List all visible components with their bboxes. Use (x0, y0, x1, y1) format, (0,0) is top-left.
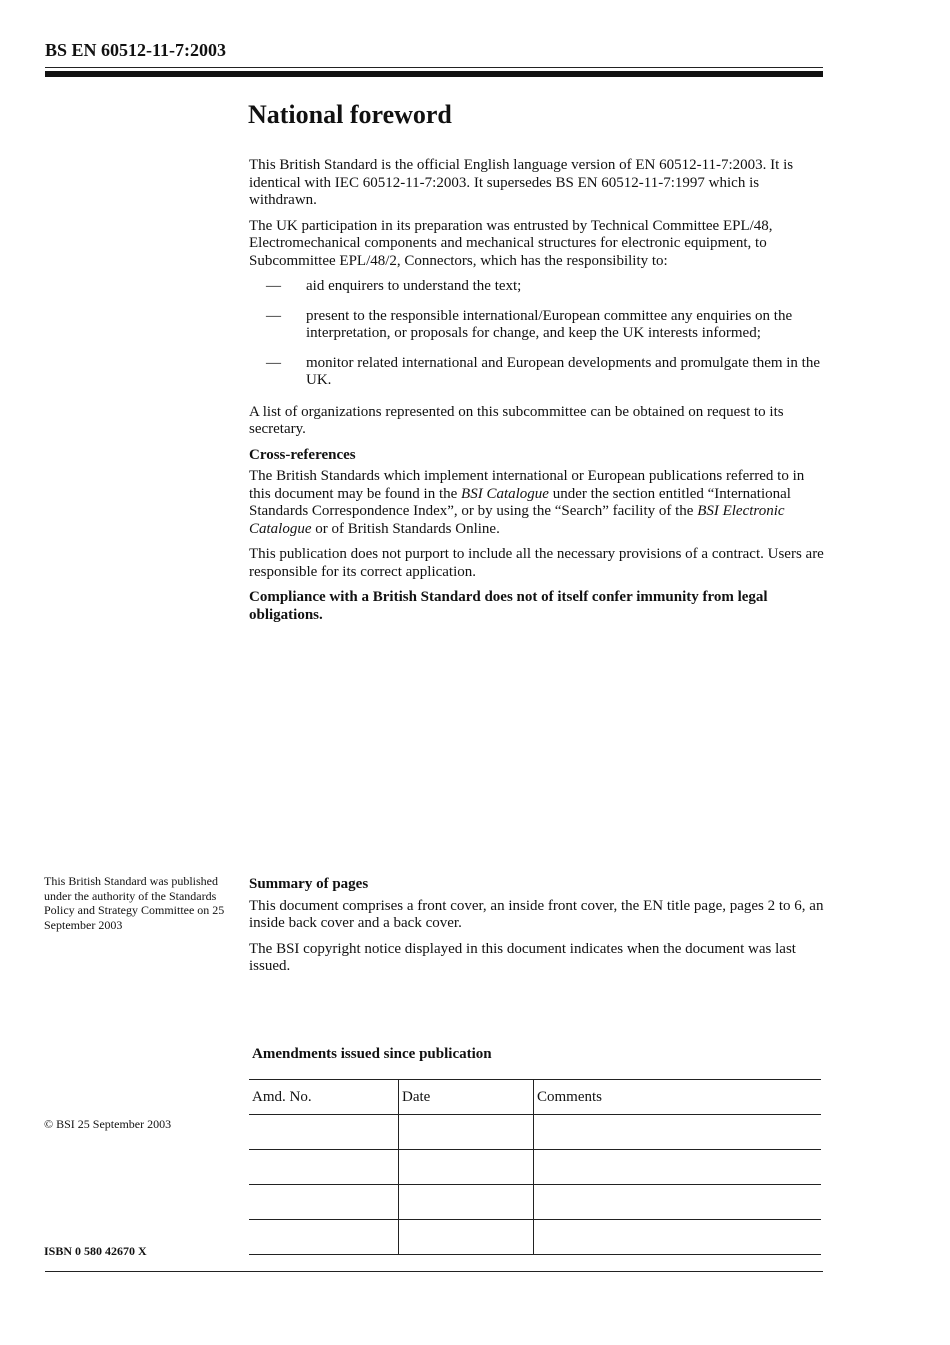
cross-ref-text-2: under the section entitled “International Standards Correspondence Index”, or by using the “Search” facility of the (249, 485, 791, 519)
cross-references-paragraph (249, 468, 824, 538)
provisions-paragraph: This publication does not purport to include all the necessary provisions of a contract. Users are responsible for its correct application. (249, 546, 824, 580)
foreword-body (249, 157, 824, 632)
amendments-heading: Amendments issued since publication (252, 1046, 492, 1062)
list-item-text: present to the responsible international/European committee any enquiries on the interpretation, or proposals for change, and keep the UK interests informed; (306, 307, 793, 341)
compliance-statement: Compliance with a British Standard does not of itself confer immunity from legal obligations. (249, 589, 768, 623)
summary-section (249, 876, 824, 984)
list-item (249, 355, 824, 390)
copyright-notice-text: The BSI copyright notice displayed in this document indicates when the document was last issued. (249, 940, 796, 974)
page-title: National foreword (248, 100, 452, 129)
cross-references-heading: Cross-references (249, 446, 356, 463)
table-cell (249, 1150, 399, 1185)
table-cell (249, 1185, 399, 1220)
list-item (249, 308, 824, 343)
cross-ref-text-3: or of British Standards Online. (311, 520, 500, 537)
list-dash: — (266, 354, 281, 371)
amendments-table (249, 1079, 821, 1255)
table-cell (534, 1115, 822, 1150)
table-cell (249, 1115, 399, 1150)
list-dash: — (266, 307, 281, 324)
summary-heading: Summary of pages (249, 876, 369, 892)
table-row (249, 1185, 821, 1220)
publication-note: This British Standard was published under the authority of the Standards Policy and Strategy Committee on 25 September 2003 (44, 874, 225, 932)
bsi-catalogue: BSI Catalogue (461, 485, 549, 502)
document-code: BS EN 60512-11-7:2003 (45, 40, 227, 60)
table-cell (249, 1220, 399, 1255)
header-rule-thin (45, 67, 823, 68)
table-cell (399, 1185, 534, 1220)
summary-text: This document comprises a front cover, an inside front cover, the EN title page, pages 2 to 6, an inside back cover and a back cover. (249, 897, 824, 931)
participation-paragraph: The UK participation in its preparation was entrusted by Technical Committee EPL/48, Electromechanical components and mechanical structures for electronic equipment, to Subcommittee EPL/48/2, Connectors, which has the responsibility to: (249, 217, 773, 269)
isbn: ISBN 0 580 42670 X (44, 1244, 147, 1258)
column-header-comments: Comments (534, 1080, 822, 1115)
responsibility-list (249, 278, 824, 390)
column-header-amd-no: Amd. No. (249, 1080, 399, 1115)
footer-rule (45, 1271, 823, 1272)
list-dash: — (266, 278, 281, 294)
intro-paragraph: This British Standard is the official English language version of EN 60512-11-7:2003. It is identical with IEC 60512-11-7:2003. It supersedes BS EN 60512-11-7:1997 which is withdrawn. (249, 157, 794, 208)
organizations-paragraph: A list of organizations represented on this subcommittee can be obtained on request to its secretary. (249, 403, 784, 437)
table-cell (534, 1185, 822, 1220)
list-item-text: monitor related international and European developments and promulgate them in the UK. (306, 354, 821, 388)
table-cell (534, 1220, 822, 1255)
list-item (249, 278, 824, 296)
table-row (249, 1220, 821, 1255)
cross-ref-text-1: The British Standards which implement international or European publications referred to in this document may be found in the (249, 468, 805, 502)
list-item-text: aid enquirers to understand the text; (306, 278, 522, 294)
table-cell (399, 1220, 534, 1255)
table-header-row (249, 1080, 821, 1115)
column-header-date: Date (399, 1080, 534, 1115)
bsi-electronic-catalogue: BSI Electronic Catalogue (249, 503, 785, 537)
table-cell (399, 1150, 534, 1185)
table-row (249, 1150, 821, 1185)
table-cell (534, 1150, 822, 1185)
table-row (249, 1115, 821, 1150)
table-cell (399, 1115, 534, 1150)
copyright-line: © BSI 25 September 2003 (44, 1117, 172, 1131)
header-rule-thick (45, 71, 823, 77)
